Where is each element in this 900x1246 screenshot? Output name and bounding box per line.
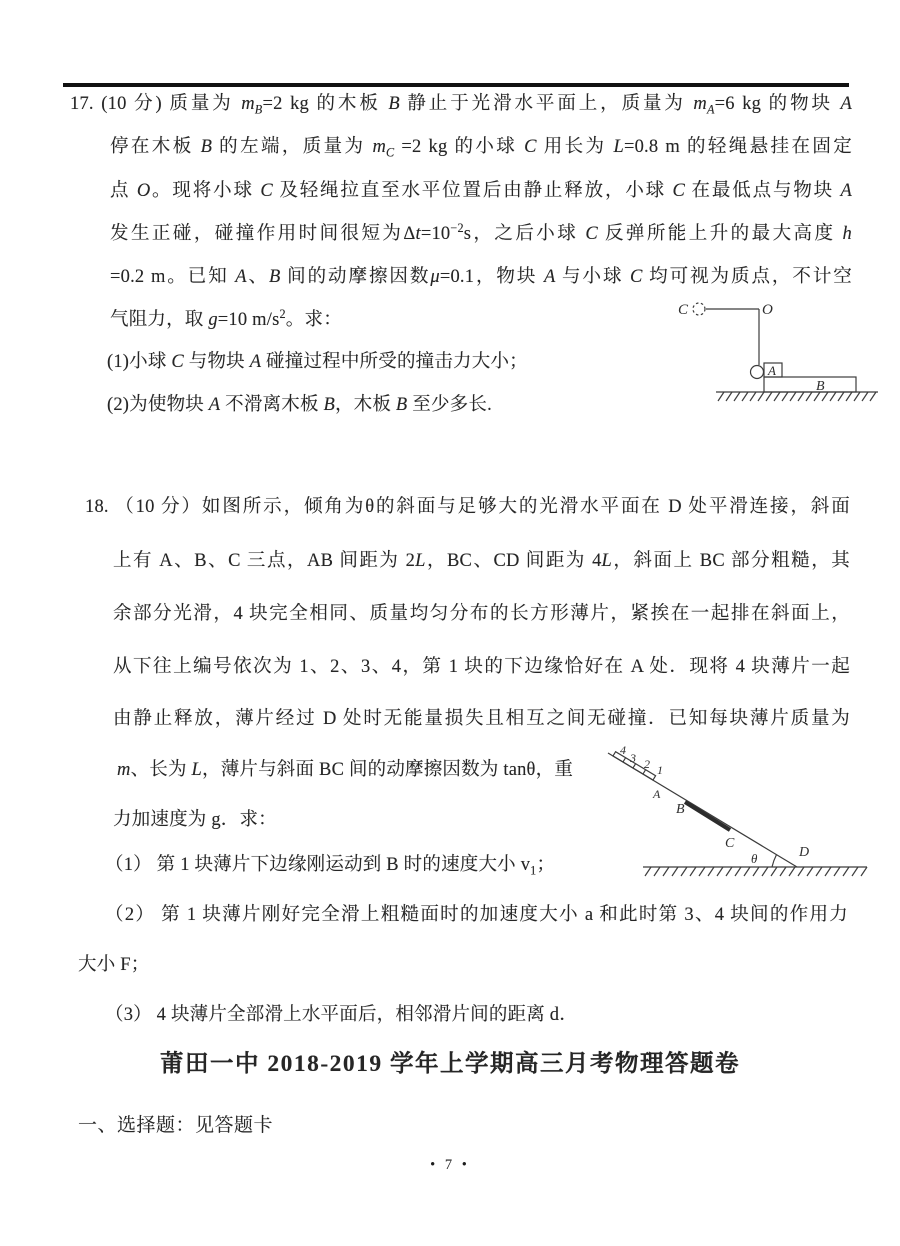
q18-line-4: 从下往上编号依次为 1、2、3、4，第 1 块的下边缘恰好在 A 处．现将 4 块薄片一起 (113, 657, 850, 677)
figure18-label-d: D (799, 845, 810, 860)
q18-subquestion-1: （1） 第 1 块薄片下边缘刚运动到 B 时的速度大小 $v_1$； (105, 855, 556, 878)
figure17-label-a: A (768, 363, 776, 378)
figure17-label-c: C (678, 302, 689, 318)
figure18-label-plate3: 3 (630, 751, 636, 765)
section-1-heading: 一、选择题：见答题卡 (78, 1115, 274, 1136)
q17-line-4: 发生正碰，碰撞作用时间很短为$\Delta t=10^{-2}s$，之后小球 C 反弹所能上升的最大高度 h (110, 222, 852, 244)
q17-line-5: =0.2 m。已知 A、B 间的动摩擦因数μ=0.1，物块 A 与小球 C 均可视为质点，不计空 (110, 267, 852, 287)
figure17-label-b: B (816, 379, 825, 394)
q18-line-7: 力加速度为 g．求： (113, 810, 277, 830)
figure18-label-plate1: 1 (657, 763, 663, 777)
q18-line-3: 余部分光滑，4 块完全相同、质量均匀分布的长方形薄片，紧挨在一起排在斜面上， (113, 604, 850, 624)
section-divider-rule (63, 83, 849, 87)
figure18-label-a: A (653, 787, 661, 801)
figure18-label-plate4: 4 (620, 743, 626, 757)
q17-line-1: 17. (10 分) 质量为 $m_B=2$ kg 的木板 B 静止于光滑水平面上，质量为 $m_A=6$ kg 的物块 A (70, 94, 852, 117)
page-number: • 7 • (430, 1157, 470, 1173)
q18-subquestion-3: （3） 4 块薄片全部滑上水平面后，相邻滑片间的距离 d． (105, 1005, 578, 1025)
figure18-label-theta: θ (751, 851, 758, 866)
angle-theta-arc (772, 855, 777, 867)
rough-section-bc (685, 802, 730, 830)
q18-subquestion-2-continued: 大小 F； (78, 955, 150, 975)
q17-subquestion-2: (2)为使物块 A 不滑离木板 B，木板 B 至少多长. (107, 395, 492, 415)
ground-hatching (718, 392, 876, 401)
q18-line-6: m、长为 L，薄片与斜面 BC 间的动摩擦因数为 tanθ，重 (117, 760, 574, 780)
figure-q18-incline-diagram (593, 738, 885, 880)
q18-line-5: 由静止释放，薄片经过 D 处时无能量损失且相互之间无碰撞．已知每块薄片质量为 (113, 709, 850, 729)
ball-c-initial-position-dashed (693, 303, 705, 315)
answer-sheet-title: 莆田一中 2018-2019 学年上学期高三月考物理答题卷 (159, 1051, 741, 1077)
ball-c-lowest-position (751, 366, 764, 379)
figure18-label-b: B (676, 802, 685, 817)
q18-subquestion-2: （2） 第 1 块薄片刚好完全滑上粗糙面时的加速度大小 a 和此时第 3、4 块间的作用力 (105, 905, 848, 925)
q17-line-6: 气阻力，取 g=10 $m/s^2$。求： (110, 306, 342, 330)
q18-line-1: 18. （10 分）如图所示，倾角为θ的斜面与足够大的光滑水平面在 D 处平滑连接，斜面 (85, 497, 850, 517)
figure18-label-plate2: 2 (644, 757, 650, 771)
q17-line-3: 点 O。现将小球 C 及轻绳拉直至水平位置后由静止释放，小球 C 在最低点与物块 A (110, 181, 852, 201)
figure18-label-c: C (725, 836, 735, 851)
q18-line-2: 上有 A、B、C 三点，AB 间距为 2L，BC、CD 间距为 4L，斜面上 BC 部分粗糙，其 (113, 551, 850, 571)
figure-q17-pendulum-diagram (672, 296, 890, 410)
q17-subquestion-1: (1)小球 C 与物块 A 碰撞过程中所受的撞击力大小； (107, 352, 528, 372)
figure17-label-o: O (762, 302, 773, 318)
plank-b-box (764, 377, 856, 392)
q17-line-2: 停在木板 B 的左端，质量为 $m_C =2$ kg 的小球 C 用长为 L=0.8 m 的轻绳悬挂在固定 (110, 137, 852, 160)
ground-hatching (645, 867, 867, 876)
